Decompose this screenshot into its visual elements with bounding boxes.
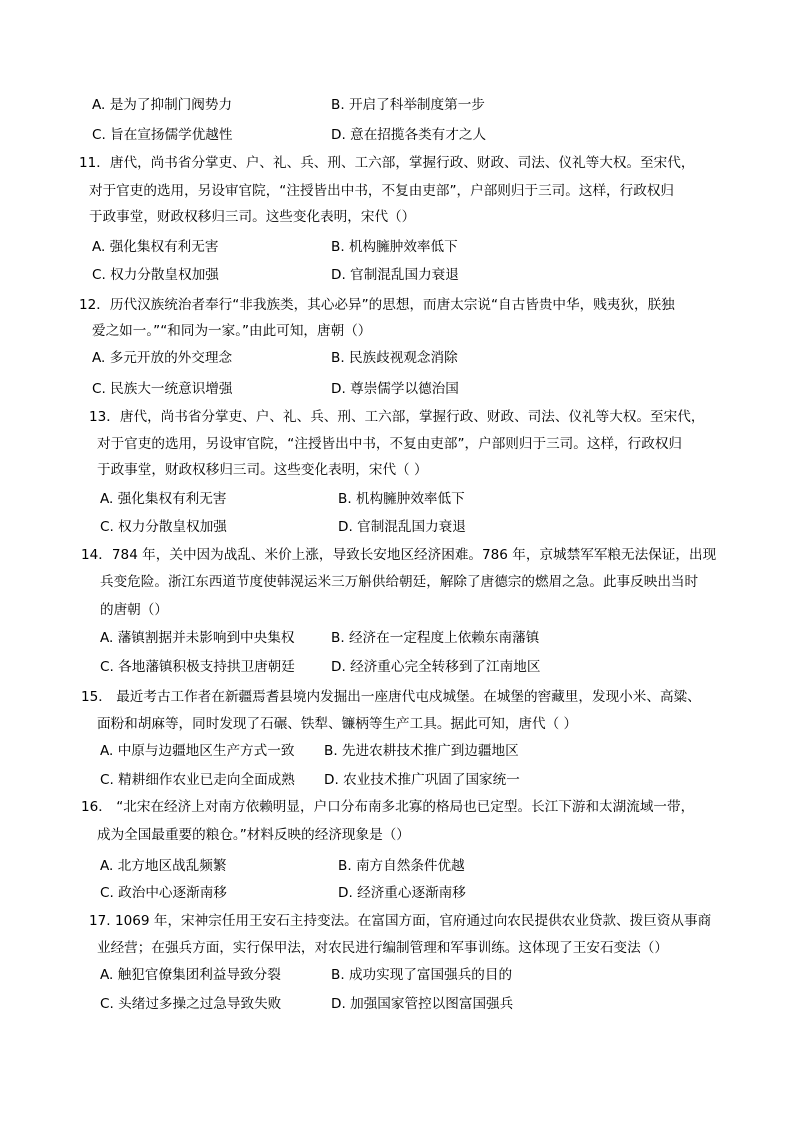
q13-option-b: B. 机构臃肿效率低下 — [338, 491, 465, 507]
q17-option-b: B. 成功实现了富国强兵的目的 — [331, 967, 513, 983]
q12-option-a: A. 多元开放的外交理念 — [92, 350, 233, 366]
q16-option-d: D. 经济重心逐渐南移 — [338, 885, 466, 901]
q12-option-d: D. 尊崇儒学以德治国 — [331, 381, 459, 397]
question-16-stem-line: 成为全国最重要的粮仓。”材料反映的经济现象是（） — [97, 827, 410, 843]
q16-option-a: A. 北方地区战乱频繁 — [100, 858, 227, 874]
q12-option-c: C. 民族大一统意识增强 — [92, 381, 233, 397]
q14-option-a: A. 藩镇割据并未影响到中央集权 — [100, 630, 295, 646]
q16-option-c: C. 政治中心逐渐南移 — [100, 885, 227, 901]
q12-option-b: B. 民族歧视观念消除 — [331, 350, 458, 366]
q15-option-a: A. 中原与边疆地区生产方式一致 — [100, 743, 295, 759]
q15-option-b: B. 先进农耕技术推广到边疆地区 — [324, 743, 519, 759]
q15-option-c: C. 精耕细作农业已走向全面成熟 — [100, 772, 295, 788]
question-13-stem-line: 对于官吏的选用，另设审官院，“注授皆出中书，不复由吏部”，户部则归于三司。这样，行政权归 — [97, 436, 683, 452]
question-17-stem-line: 17. 1069 年，宋神宗任用王安石主持变法。在富国方面，官府通过向农民提供农业贷款、拨巨资从事商 — [89, 913, 712, 929]
question-11-stem-line: 11．唐代，尚书省分掌吏、户、礼、兵、刑、工六部，掌握行政、财政、司法、仪礼等大权。至宋代， — [79, 155, 695, 171]
q17-option-a: A. 触犯官僚集团利益导致分裂 — [100, 967, 281, 983]
q14-option-c: C. 各地藩镇积极支持拱卫唐朝廷 — [100, 659, 295, 675]
q16-option-b: B. 南方自然条件优越 — [338, 858, 465, 874]
question-13-stem-line: 13．唐代，尚书省分掌吏、户、礼、兵、刑、工六部，掌握行政、财政、司法、仪礼等大权。至宋代， — [89, 409, 705, 425]
question-13-stem-line: 于政事堂，财政权移归三司。这些变化表明，宋代（ ） — [97, 462, 428, 478]
q13-option-d: D. 官制混乱国力衰退 — [338, 519, 466, 535]
question-14-stem-line: 兵变危险。浙江东西道节度使韩滉运米三万斛供给朝廷，解除了唐德宗的燃眉之急。此事反映出当时 — [100, 574, 699, 590]
question-15-stem-line: 面粉和胡麻等，同时发现了石碾、铁犁、镰柄等生产工具。据此可知，唐代（ ） — [97, 716, 578, 732]
q14-option-d: D. 经济重心完全转移到了江南地区 — [331, 659, 541, 675]
q11-option-b: B. 机构臃肿效率低下 — [331, 239, 458, 255]
q13-option-c: C. 权力分散皇权加强 — [100, 519, 227, 535]
question-11-stem-line: 对于官吏的选用，另设审官院，“注授皆出中书，不复由吏部”，户部则归于三司。这样，行政权归 — [89, 183, 675, 199]
q17-option-d: D. 加强国家管控以图富国强兵 — [331, 996, 514, 1012]
question-12-stem-line: 爱之如一。”“和同为一家。”由此可知，唐朝（） — [92, 323, 372, 339]
q17-option-c: C. 头绪过多操之过急导致失败 — [100, 996, 282, 1012]
q11-option-a: A. 强化集权有利无害 — [92, 239, 219, 255]
question-17-stem-line: 业经营；在强兵方面，实行保甲法，对农民进行编制管理和军事训练。这体现了王安石变法（） — [97, 940, 668, 956]
question-12-stem-line: 12．历代汉族统治者奉行“非我族类，其心必异”的思想，而唐太宗说“自古皆贵中华，贱夷狄，朕独 — [79, 297, 675, 313]
question-15-stem-line: 15． 最近考古工作者在新疆焉耆县境内发掘出一座唐代屯戍城堡。在城堡的窖藏里，发现小米、高粱、 — [81, 689, 701, 705]
q10-option-b: B. 开启了科举制度第一步 — [331, 97, 485, 113]
q10-option-c: C. 旨在宣扬儒学优越性 — [92, 127, 233, 143]
question-11-stem-line: 于政事堂，财政权移归三司。这些变化表明，宋代（） — [89, 209, 416, 225]
q14-option-b: B. 经济在一定程度上依赖东南藩镇 — [331, 630, 540, 646]
q11-option-c: C. 权力分散皇权加强 — [92, 267, 219, 283]
q13-option-a: A. 强化集权有利无害 — [100, 491, 227, 507]
q15-option-d: D. 农业技术推广巩固了国家统一 — [324, 772, 520, 788]
q11-option-d: D. 官制混乱国力衰退 — [331, 267, 459, 283]
question-14-stem-line: 14．784 年，关中因为战乱、米价上涨，导致长安地区经济困难。786 年，京城禁军军粮无法保证，出现 — [81, 547, 717, 563]
q10-option-a: A. 是为了抑制门阀势力 — [92, 97, 233, 113]
q10-option-d: D. 意在招揽各类有才之人 — [331, 127, 487, 143]
question-16-stem-line: 16． “北宋在经济上对南方依赖明显，户口分布南多北寡的格局也已定型。长江下游和太湖流域一带， — [81, 799, 695, 815]
question-14-stem-line: 的唐朝（） — [100, 602, 168, 618]
